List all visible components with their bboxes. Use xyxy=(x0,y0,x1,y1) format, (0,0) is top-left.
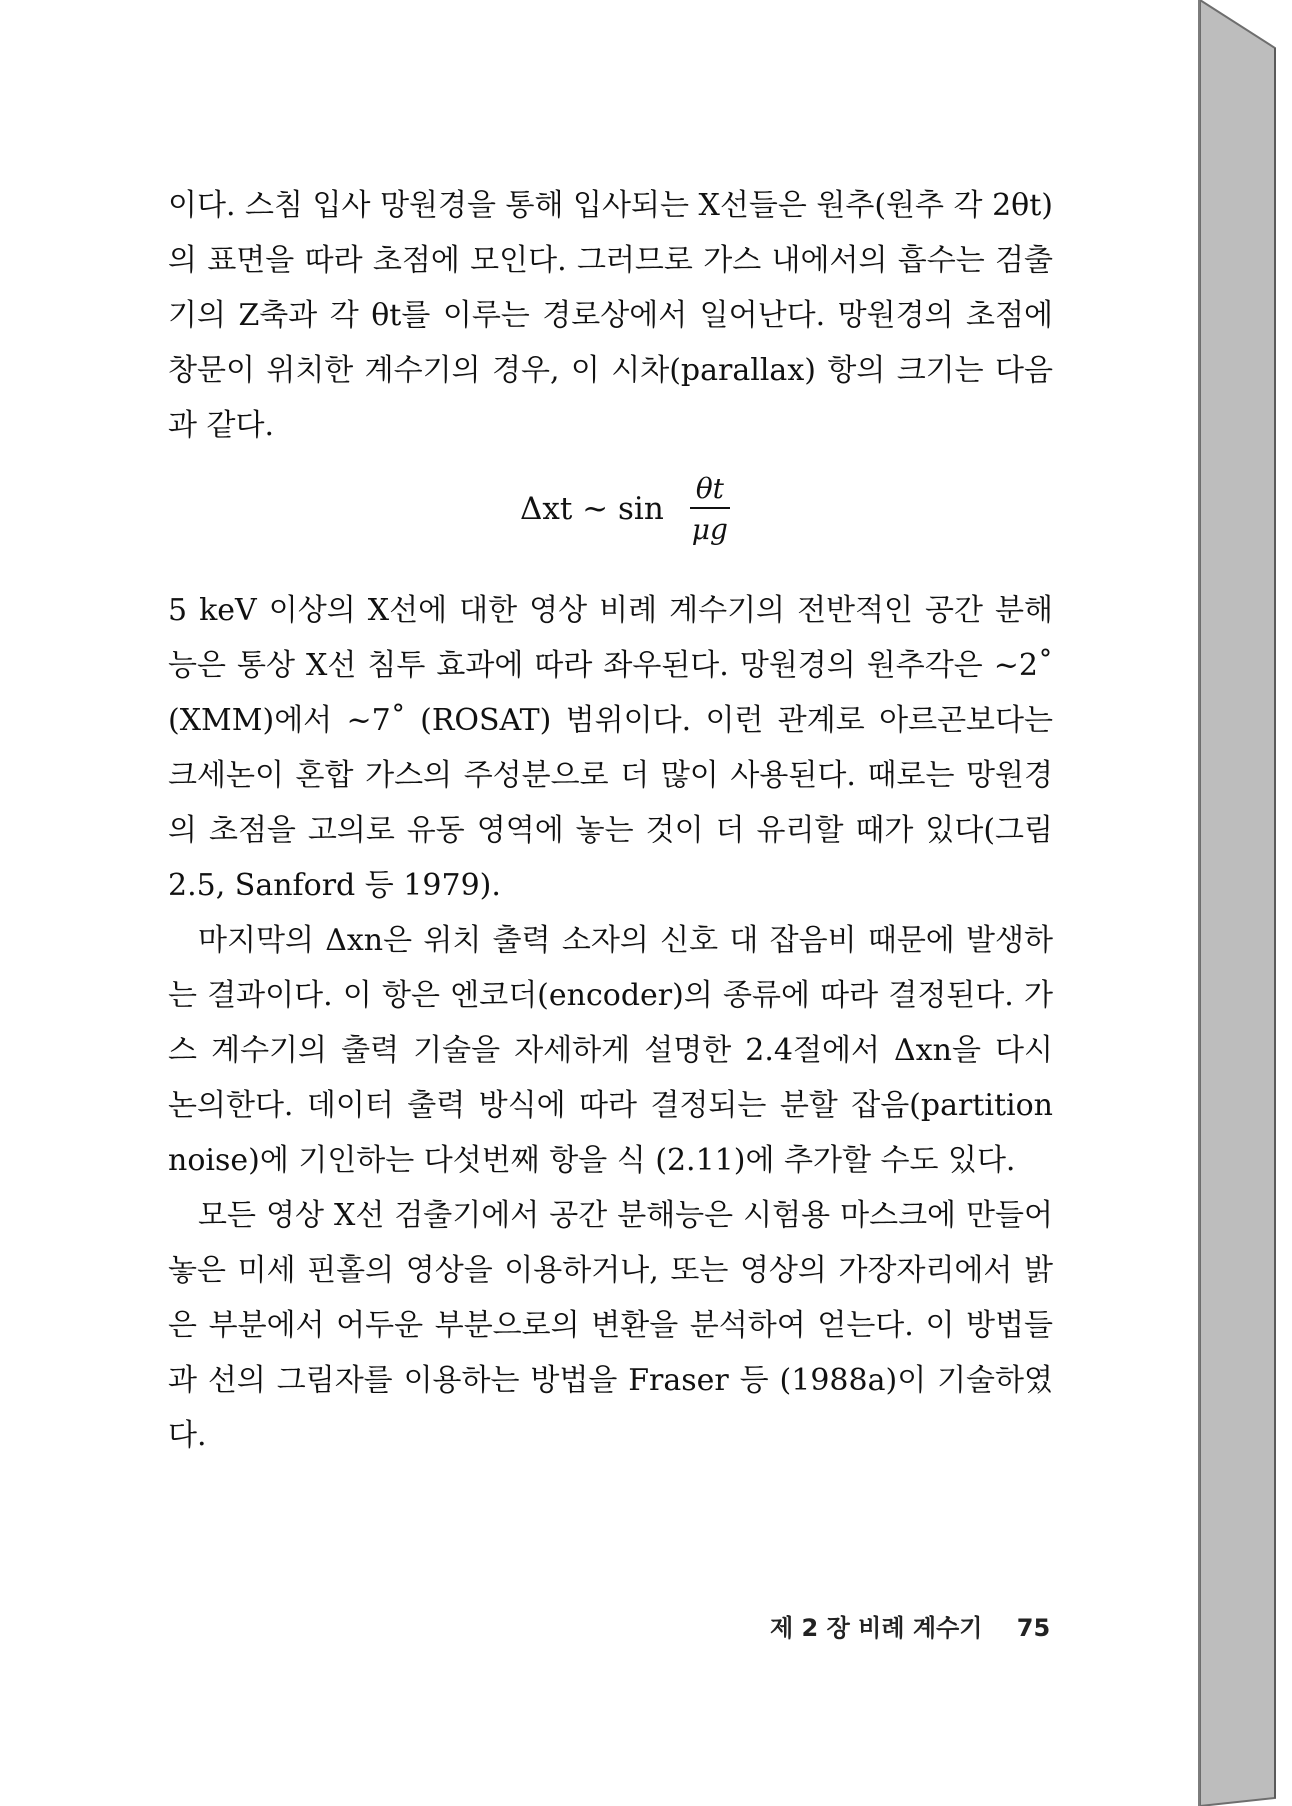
equation-lhs: Δxt ~ sin xyxy=(520,491,664,527)
page-number: 75 xyxy=(1016,1614,1051,1642)
page-footer xyxy=(770,1608,1050,1643)
bottom-text-block xyxy=(168,583,1053,1463)
paragraph-resolution: 5 keV 이상의 X선에 대한 영상 비례 계수기의 전반적인 공간 분해능은 통상 X선 침투 효과에 따라 좌우된다. 망원경의 원추각은 ~2˚ (XMM)에서 ~7˚ (ROSAT) 범위이다. 이런 관계로 아르곤보다는 크세논이 혼합 가스의 주성분으로 더 많이 사용된다. 때로는 망원경의 초점을 고의로 유동 영역에 놓는 것이 더 유리할 때가 있다(그림 2.5, Sanford 등 1979). xyxy=(168,593,1053,903)
paragraph-noise: 마지막의 Δxn은 위치 출력 소자의 신호 대 잡음비 때문에 발생하는 결과이다. 이 항은 엔코더(encoder)의 종류에 따라 결정된다. 가스 계수기의 출력 기술을 자세하게 설명한 2.4절에서 Δxn을 다시 논의한다. 데이터 출력 방식에 따라 결정되는 분할 잡음(partition noise)에 기인하는 다섯번째 항을 식 (2.11)에 추가할 수도 있다. xyxy=(168,923,1053,1178)
equation-denominator: μg xyxy=(691,513,728,546)
parallax-equation xyxy=(520,474,730,544)
chapter-title: 제 2 장 비례 계수기 xyxy=(770,1614,983,1642)
paragraph-intro: 이다. 스침 입사 망원경을 통해 입사되는 X선들은 원추(원추 각 2θt)의 표면을 따라 초점에 모인다. 그러므로 가스 내에서의 흡수는 검출기의 Z축과 각 θt를 이루는 경로상에서 일어난다. 망원경의 초점에 창문이 위치한 계수기의 경우, 이 시차(parallax) 항의 크기는 다음과 같다. xyxy=(168,188,1053,443)
equation-fraction xyxy=(690,472,730,546)
equation-numerator: θt xyxy=(690,472,730,509)
paragraph-measurement: 모든 영상 X선 검출기에서 공간 분해능은 시험용 마스크에 만들어 놓은 미세 핀홀의 영상을 이용하거나, 또는 영상의 가장자리에서 밝은 부분에서 어두운 부분으로의 변환을 분석하여 얻는다. 이 방법들과 선의 그림자를 이용하는 방법을 Fraser 등 (1988a)이 기술하였다. xyxy=(168,1198,1053,1453)
top-text-block xyxy=(168,178,1053,453)
